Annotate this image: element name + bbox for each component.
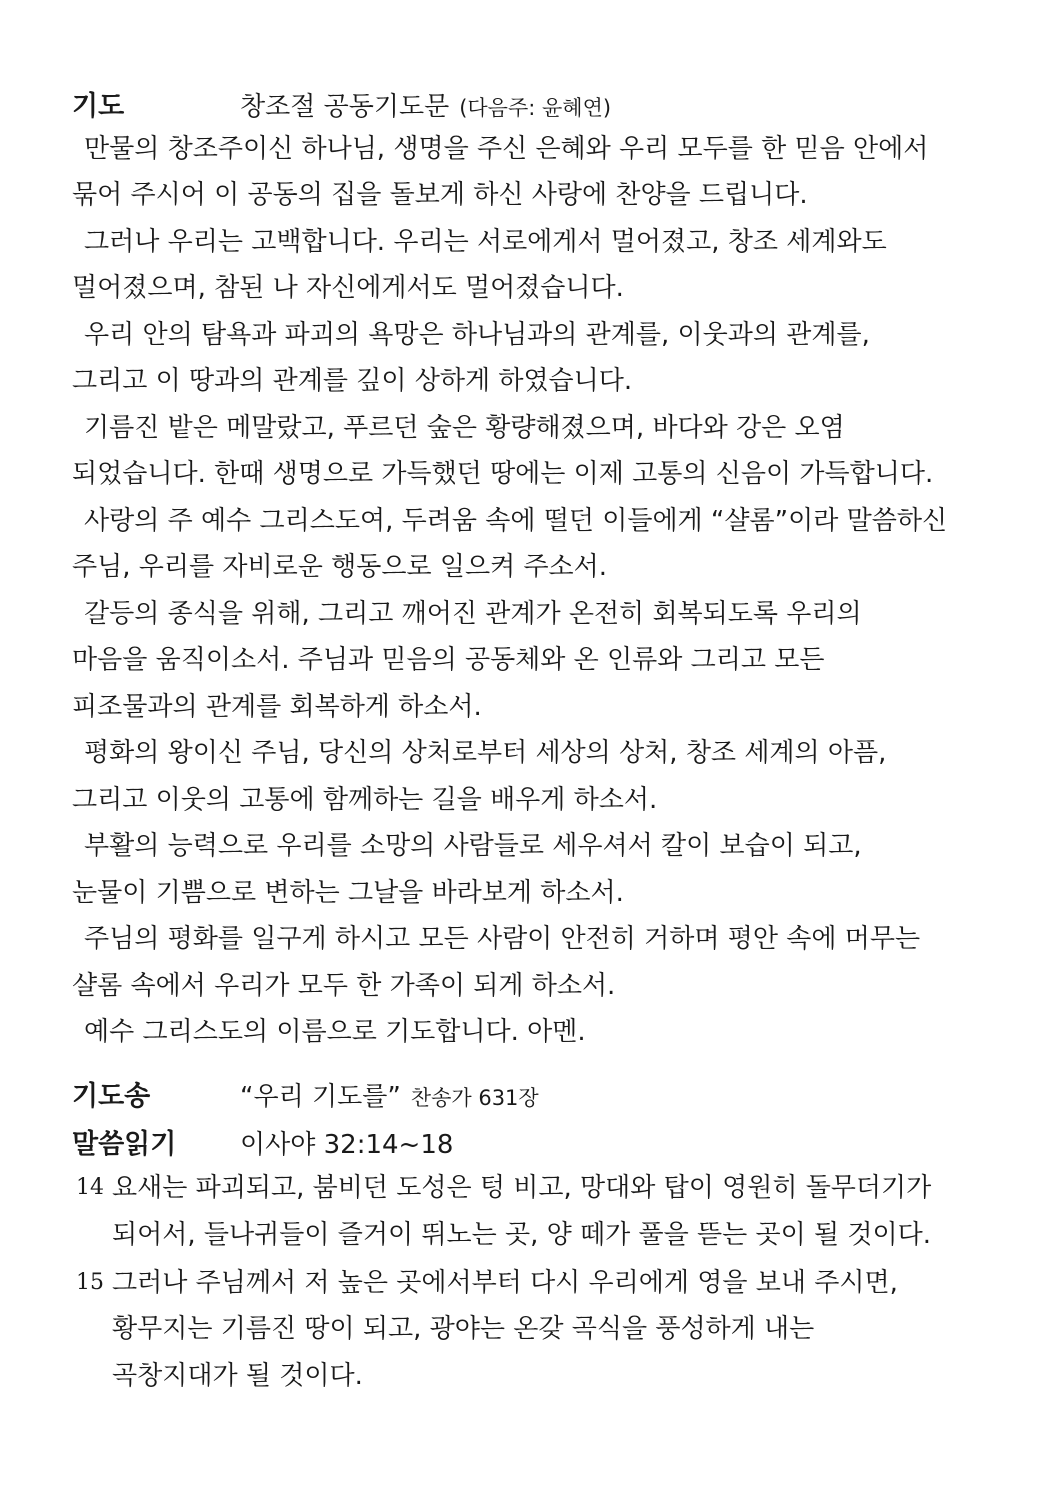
scripture-label: 말씀읽기 — [72, 1129, 177, 1160]
prayer-line: 평화의 왕이신 주님, 당신의 상처로부터 세상의 상처, 창조 세계의 아픔, — [84, 738, 887, 768]
prayer-line: 묶어 주시어 이 공동의 집을 돌보게 하신 사랑에 찬양을 드립니다. — [72, 180, 808, 210]
prayer-line: 사랑의 주 예수 그리스도여, 두려움 속에 떨던 이들에게 “샬롬”이라 말씀하신 — [84, 506, 948, 536]
prayer-line: 그리고 이웃의 고통에 함께하는 길을 배우게 하소서. — [72, 785, 658, 815]
prayer-line: 되었습니다. 한때 생명으로 가득했던 땅에는 이제 고통의 신음이 가득합니다. — [72, 459, 934, 489]
verse-line: 요새는 파괴되고, 붐비던 도성은 텅 비고, 망대와 탑이 영원히 돌무더기가 — [112, 1173, 932, 1203]
prayer-line: 멀어졌으며, 참된 나 자신에게서도 멀어졌습니다. — [72, 273, 624, 303]
prayer-line: 우리 안의 탐욕과 파괴의 욕망은 하나님과의 관계를, 이웃과의 관계를, — [84, 320, 870, 350]
prayer-title: 창조절 공동기도문 — [240, 92, 450, 122]
prayer-line: 주님의 평화를 일구게 하시고 모든 사람이 안전히 거하며 평안 속에 머무는 — [84, 924, 921, 954]
prayer-line: 그리고 이 땅과의 관계를 깊이 상하게 하였습니다. — [72, 366, 633, 396]
prayer-line: 그러나 우리는 고백합니다. 우리는 서로에게서 멀어졌고, 창조 세계와도 — [84, 227, 887, 257]
prayer-song-label: 기도송 — [72, 1081, 151, 1112]
prayer-label: 기도 — [72, 91, 125, 122]
prayer-song-heading — [72, 1074, 539, 1114]
verse-number: 15 — [76, 1270, 104, 1295]
prayer-line: 갈등의 종식을 위해, 그리고 깨어진 관계가 온전히 회복되도록 우리의 — [84, 599, 862, 629]
verse-line: 황무지는 기름진 땅이 되고, 광야는 온갖 곡식을 풍성하게 내는 — [112, 1314, 815, 1344]
prayer-line: 부활의 능력으로 우리를 소망의 사람들로 세우셔서 칼이 보습이 되고, — [84, 831, 862, 861]
prayer-line: 샬롬 속에서 우리가 모두 한 가족이 되게 하소서. — [72, 971, 616, 1001]
scripture-reference: 이사야 32:14~18 — [240, 1130, 454, 1160]
verse-line: 곡창지대가 될 것이다. — [112, 1361, 363, 1391]
prayer-line: 피조물과의 관계를 회복하게 하소서. — [72, 692, 482, 722]
prayer-line: 주님, 우리를 자비로운 행동으로 일으켜 주소서. — [72, 552, 608, 582]
verse-line: 되어서, 들나귀들이 즐거이 뛰노는 곳, 양 떼가 풀을 뜯는 곳이 될 것이다. — [112, 1220, 931, 1250]
prayer-song-title: “우리 기도를” — [240, 1082, 401, 1112]
scripture-heading — [72, 1122, 453, 1162]
prayer-song-hymn: 찬송가 631장 — [410, 1086, 539, 1110]
prayer-heading — [72, 84, 611, 124]
prayer-leader-note: (다음주: 윤혜연) — [459, 96, 612, 120]
prayer-line: 예수 그리스도의 이름으로 기도합니다. 아멘. — [84, 1017, 586, 1047]
prayer-line: 기름진 밭은 메말랐고, 푸르던 숲은 황량해졌으며, 바다와 강은 오염 — [84, 413, 845, 443]
prayer-line: 눈물이 기쁨으로 변하는 그날을 바라보게 하소서. — [72, 878, 624, 908]
prayer-line: 만물의 창조주이신 하나님, 생명을 주신 은혜와 우리 모두를 한 믿음 안에서 — [84, 134, 929, 164]
verse-number: 14 — [76, 1175, 104, 1200]
prayer-line: 마음을 움직이소서. 주님과 믿음의 공동체와 온 인류와 그리고 모든 — [72, 645, 825, 675]
verse-line: 그러나 주님께서 저 높은 곳에서부터 다시 우리에게 영을 보내 주시면, — [112, 1268, 898, 1298]
